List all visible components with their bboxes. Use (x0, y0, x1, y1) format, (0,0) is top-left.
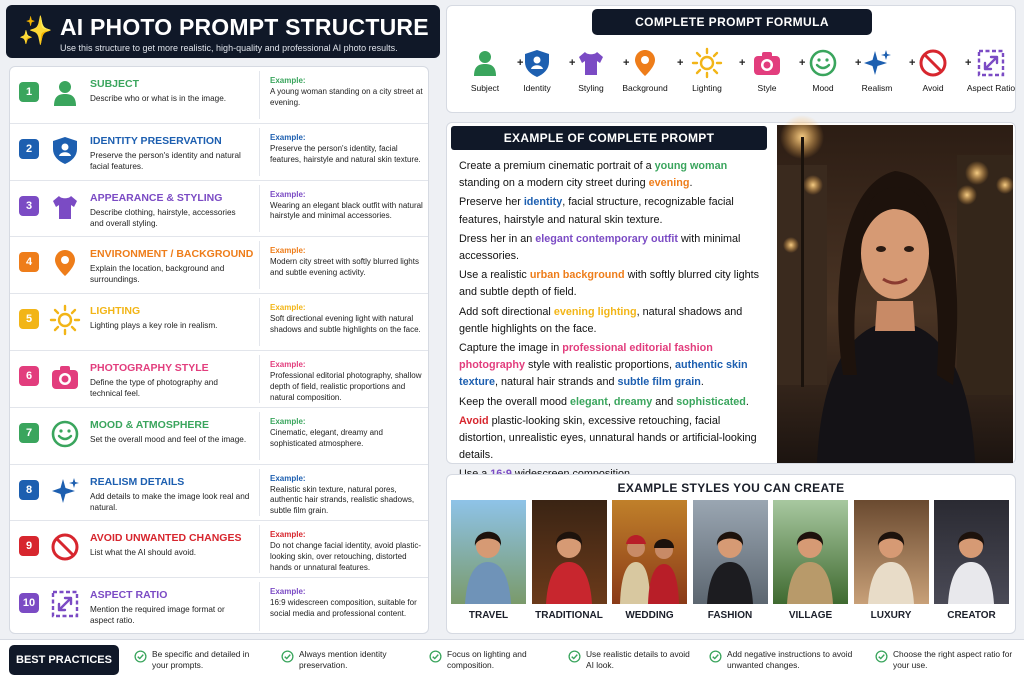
plus-sign: + (909, 57, 916, 69)
prompt-text: Capture the image in (459, 342, 563, 355)
formula-item-avoid (907, 48, 959, 93)
step-number-badge: 4 (19, 252, 39, 272)
style-thumbnail (451, 500, 526, 604)
example-label: Example: (270, 587, 306, 597)
person-icon (50, 78, 80, 108)
camera-icon (752, 48, 782, 78)
shirt-icon (576, 48, 606, 78)
style-thumbnail (612, 500, 687, 604)
formula-item-identity (511, 48, 563, 93)
plus-sign: + (739, 57, 746, 69)
formula-item-style (741, 48, 793, 93)
formula-item-label: Styling (578, 83, 604, 93)
formula-item-label: Lighting (692, 83, 722, 93)
check-circle-icon (709, 650, 722, 663)
check-circle-icon (429, 650, 442, 663)
prompt-paragraph (459, 194, 769, 228)
style-thumbnail (532, 500, 607, 604)
prompt-paragraph (459, 340, 769, 392)
formula-item-label: Avoid (922, 83, 944, 93)
prompt-text: and (652, 395, 677, 408)
highlight-term: subtle film grain (617, 376, 701, 389)
step-description: Set the overall mood and feel of the image. (90, 434, 247, 444)
check-circle-icon (875, 650, 888, 663)
formula-item-lighting (681, 48, 733, 93)
style-card-creator (934, 500, 1009, 621)
formula-item-aspect-ratio (965, 48, 1017, 93)
best-practices-bar (0, 639, 1024, 683)
smile-icon (50, 419, 80, 449)
best-practice-text: Choose the right aspect ratio for your use. (893, 649, 1013, 670)
formula-item-label: Mood (812, 83, 834, 93)
prompt-text: with minimal accessories. (459, 232, 741, 263)
smile-icon (808, 48, 838, 78)
prompt-text: Create a premium cinematic portrait of a (459, 160, 655, 172)
structure-list (9, 66, 429, 634)
sparkles-icon: ✨ (18, 15, 53, 46)
best-practice-item (152, 649, 264, 670)
step-description: Mention the required image format or aspect ratio. (90, 605, 225, 626)
plus-sign: + (569, 57, 576, 69)
structure-row (10, 181, 428, 238)
step-description: Lighting plays a key role in realism. (90, 321, 218, 331)
step-example: Modern city street with softly blurred lights and subtle evening activity. (270, 257, 419, 278)
style-label: TRAVEL (468, 610, 509, 621)
style-thumbnail (773, 500, 848, 604)
step-title: AVOID UNWANTED CHANGES (90, 532, 242, 545)
highlight-term: sophisticated (676, 395, 746, 408)
highlight-term: identity (523, 196, 563, 209)
prompt-text: with softly blurred city lights and subtle depth of field. (459, 269, 760, 299)
step-description: Describe clothing, hairstyle, accessories and overall styling. (90, 207, 236, 228)
step-example: Do not change facial identity, avoid plastic-looking skin, over retouching, distorted hands or unnatural features. (270, 541, 422, 572)
prompt-text: Keep the overall mood (459, 395, 571, 408)
prompt-text: , natural shadows and gentle highlights on the face. (459, 305, 743, 335)
page-title: AI PHOTO PROMPT STRUCTURE (60, 14, 429, 40)
example-label: Example: (270, 76, 306, 85)
prompt-paragraph (459, 413, 769, 465)
prompt-paragraph (459, 267, 769, 301)
formula-panel (446, 5, 1016, 113)
portrait-photo (777, 125, 1013, 463)
step-example: Preserve the person's identity, facial features, hairstyle and natural skin texture. (270, 143, 421, 164)
style-card-village (773, 500, 848, 621)
example-label: Example: (270, 246, 306, 256)
prompt-text: Use a realistic (459, 269, 530, 282)
person-icon (470, 48, 500, 78)
style-label: TRADITIONAL (535, 610, 603, 621)
step-title: REALISM DETAILS (90, 475, 185, 488)
page-subtitle: Use this structure to get more realistic, high-quality and professional AI photo results. (60, 43, 398, 53)
best-practice-item (299, 649, 411, 670)
example-label: Example: (270, 359, 306, 369)
highlight-term: authentic skin texture (459, 359, 748, 389)
prompt-text: plastic-looking skin, excessive retouching, facial distortion, unrealistic eyes, unnatural hands or artificial-looking details. (459, 414, 757, 462)
shield-icon (522, 48, 552, 78)
step-title: LIGHTING (90, 305, 141, 318)
step-number-badge: 10 (19, 593, 39, 613)
step-title: APPEARANCE & STYLING (90, 191, 223, 204)
prompt-text: style with realistic proportions, (524, 359, 675, 372)
step-number-badge: 1 (19, 82, 39, 102)
sun-icon (50, 305, 80, 335)
step-example: Wearing an elegant black outfit with natural hairstyle and minimal accessories. (270, 200, 423, 221)
step-title: IDENTITY PRESERVATION (90, 134, 222, 147)
best-practice-item (727, 649, 867, 670)
step-number-badge: 5 (19, 309, 39, 329)
prompt-text: , natural hair strands and (495, 376, 618, 389)
highlight-term: evening lighting (553, 305, 637, 318)
formula-item-label: Subject (470, 83, 500, 93)
example-prompt-title: EXAMPLE OF COMPLETE PROMPT (451, 126, 767, 150)
step-icon (50, 419, 80, 449)
highlight-term: dreamy (613, 395, 653, 408)
plus-sign: + (623, 57, 630, 69)
formula-item-label: Realism (861, 83, 893, 93)
prompt-paragraph (459, 394, 769, 411)
example-label: Example: (270, 132, 306, 142)
example-styles-title: EXAMPLE STYLES YOU CAN CREATE (617, 481, 845, 495)
step-icon (50, 589, 80, 619)
step-icon (50, 248, 80, 278)
step-description: Preserve the person's identity and natural facial features. (90, 150, 241, 171)
step-example: Professional editorial photography, shallow depth of field, realistic proportions and natural composition. (270, 370, 422, 402)
style-card-traditional (532, 500, 607, 621)
example-prompt-text (459, 158, 769, 486)
step-example: A young woman standing on a city street at evening. (270, 87, 423, 107)
step-description: Describe who or what is in the image. (90, 94, 227, 103)
highlight-term: elegant (570, 395, 608, 408)
formula-item-label: Aspect Ratio (966, 83, 1016, 93)
example-label: Example: (270, 416, 306, 426)
plus-sign: + (677, 57, 684, 69)
example-label: Example: (270, 303, 306, 313)
structure-row (10, 351, 428, 408)
step-icon (50, 362, 80, 392)
formula-item-subject (459, 48, 511, 93)
formula-item-label: Style (757, 83, 777, 93)
sparkles-icon (862, 48, 892, 78)
prompt-text: . (700, 376, 704, 389)
structure-row (10, 408, 428, 465)
prompt-text: . (745, 395, 749, 408)
style-label: WEDDING (625, 610, 674, 621)
style-label: VILLAGE (788, 610, 833, 621)
step-icon (50, 476, 80, 506)
example-label: Example: (270, 473, 306, 483)
example-label: Example: (270, 189, 306, 199)
highlight-term: evening (648, 177, 690, 190)
step-title: SUBJECT (90, 78, 140, 90)
location-pin-icon (630, 48, 660, 78)
header-banner (6, 5, 440, 58)
formula-title: COMPLETE PROMPT FORMULA (592, 9, 872, 35)
example-styles-panel (446, 474, 1016, 634)
style-card-travel (451, 500, 526, 621)
step-number-badge: 7 (19, 423, 39, 443)
prohibited-icon (918, 48, 948, 78)
best-practice-text: Add negative instructions to avoid unwanted changes. (727, 649, 853, 670)
step-number-badge: 3 (19, 196, 39, 216)
structure-row (10, 521, 428, 578)
step-icon (50, 192, 80, 222)
shirt-icon (50, 192, 80, 222)
step-number-badge: 8 (19, 480, 39, 500)
structure-row (10, 465, 428, 522)
best-practice-text: Be specific and detailed in your prompts. (152, 649, 250, 670)
style-thumbnail (854, 500, 929, 604)
style-label: FASHION (707, 610, 753, 621)
best-practice-item (893, 649, 1017, 670)
plus-sign: + (799, 57, 806, 69)
best-practices-label: BEST PRACTICES (9, 645, 119, 675)
step-description: Define the type of photography and technical feel. (90, 377, 218, 398)
step-title: ENVIRONMENT / BACKGROUND (90, 248, 254, 261)
resize-icon (50, 589, 80, 619)
formula-item-label: Identity (523, 83, 551, 93)
formula-item-styling (565, 48, 617, 93)
step-example: 16:9 widescreen composition, suitable for social media and professional content. (270, 598, 417, 618)
highlight-term: young woman (654, 160, 728, 172)
prompt-text: Add soft directional (459, 305, 554, 318)
style-thumbnail (934, 500, 1009, 604)
step-title: PHOTOGRAPHY STYLE (90, 361, 209, 374)
highlight-term: urban background (529, 269, 625, 282)
step-number-badge: 6 (19, 366, 39, 386)
step-icon (50, 305, 80, 335)
best-practice-item (586, 649, 698, 670)
formula-item-background (619, 48, 671, 93)
check-circle-icon (568, 650, 581, 663)
step-example: Soft directional evening light with natural shadows and subtle highlights on the face. (270, 314, 421, 334)
style-card-luxury (854, 500, 929, 621)
step-title: MOOD & ATMOSPHERE (90, 418, 210, 431)
highlight-term: elegant contemporary outfit (535, 232, 678, 245)
style-thumbnail (693, 500, 768, 604)
plus-sign: + (855, 57, 862, 69)
step-icon (50, 78, 80, 108)
structure-row (10, 237, 428, 294)
step-description: Explain the location, background and surroundings. (90, 264, 225, 285)
step-number-badge: 2 (19, 139, 39, 159)
style-label: CREATOR (947, 610, 996, 621)
prompt-paragraph (459, 304, 769, 338)
example-prompt-panel (446, 122, 1016, 464)
best-practice-text: Focus on lighting and composition. (447, 649, 527, 670)
highlight-term: Avoid (459, 414, 489, 427)
prompt-text: , (607, 395, 614, 408)
formula-item-label: Background (622, 83, 668, 93)
step-icon (50, 532, 80, 562)
sparkles-icon (50, 476, 80, 506)
step-number-badge: 9 (19, 536, 39, 556)
prompt-text: . (689, 177, 693, 190)
formula-item-realism (851, 48, 903, 93)
step-example: Cinematic, elegant, dreamy and sophisticated atmosphere. (270, 427, 383, 448)
structure-row (10, 578, 428, 635)
prompt-paragraph (459, 158, 769, 192)
formula-item-mood (797, 48, 849, 93)
resize-icon (976, 48, 1006, 78)
prohibited-icon (50, 532, 80, 562)
best-practice-item (447, 649, 559, 670)
plus-sign: + (517, 57, 524, 69)
step-icon (50, 135, 80, 165)
highlight-term: professional editorial fashion photography (459, 342, 713, 372)
step-example: Realistic skin texture, natural pores, authentic hair strands, realistic shadows, subtle film grain. (270, 484, 415, 516)
structure-row (10, 67, 428, 124)
style-card-wedding (612, 500, 687, 621)
sun-icon (692, 48, 722, 78)
shield-icon (50, 135, 80, 165)
check-circle-icon (134, 650, 147, 663)
step-title: ASPECT RATIO (90, 589, 168, 602)
best-practice-text: Always mention identity preservation. (299, 649, 387, 670)
step-description: Add details to make the image look real and natural. (90, 491, 250, 512)
plus-sign: + (965, 57, 972, 69)
structure-row (10, 124, 428, 181)
prompt-paragraph (459, 231, 769, 265)
prompt-text: , facial structure, recognizable facial features, hairstyle and natural skin texture. (459, 196, 734, 226)
structure-row (10, 294, 428, 351)
best-practice-text: Use realistic details to avoid AI look. (586, 649, 690, 670)
camera-icon (50, 362, 80, 392)
check-circle-icon (281, 650, 294, 663)
prompt-text: Preserve her (459, 196, 524, 209)
example-label: Example: (270, 530, 306, 540)
style-label: LUXURY (870, 610, 912, 621)
prompt-text: Dress her in an (459, 232, 536, 245)
step-description: List what the AI should avoid. (90, 548, 197, 558)
location-pin-icon (50, 248, 80, 278)
prompt-text: standing on a modern city street during (459, 177, 649, 190)
style-card-fashion (693, 500, 768, 621)
